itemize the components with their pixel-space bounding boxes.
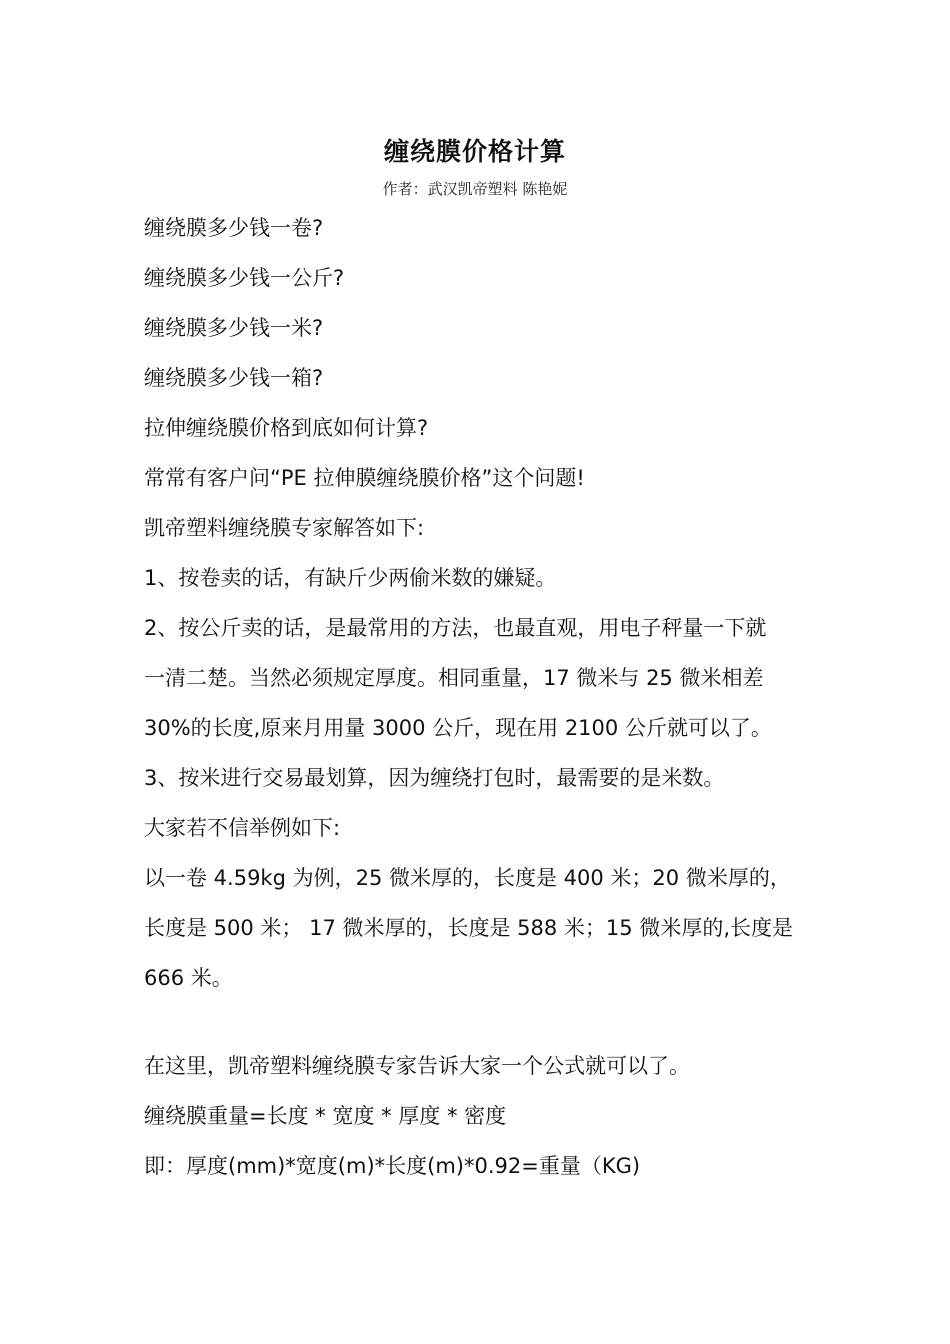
question-per-kg: 缠绕膜多少钱一公斤? — [144, 266, 345, 290]
point-2-line-1: 2、按公斤卖的话，是最常用的方法，也最直观，用电子秤量一下就 — [144, 616, 767, 640]
point-3: 3、按米进行交易最划算，因为缠绕打包时，最需要的是米数。 — [144, 766, 725, 790]
question-how-to-calculate: 拉伸缠绕膜价格到底如何计算? — [144, 416, 429, 440]
formula-intro: 在这里，凯帝塑料缠绕膜专家告诉大家一个公式就可以了。 — [144, 1054, 690, 1078]
point-2-line-3: 30%的长度,原来月用量 3000 公斤，现在用 2100 公斤就可以了。 — [144, 716, 772, 740]
example-line-3: 666 米。 — [144, 966, 233, 990]
question-per-roll: 缠绕膜多少钱一卷? — [144, 216, 324, 240]
example-line-1: 以一卷 4.59kg 为例，25 微米厚的，长度是 400 米；20 微米厚的， — [144, 866, 791, 890]
example-intro: 大家若不信举例如下: — [144, 816, 341, 840]
formula-weight: 缠绕膜重量=长度 * 宽度 * 厚度 * 密度 — [144, 1104, 507, 1128]
formula-units: 即：厚度(mm)*宽度(m)*长度(m)*0.92=重量（KG) — [144, 1154, 641, 1178]
customer-question-line: 常常有客户问“PE 拉伸膜缠绕膜价格”这个问题! — [144, 466, 585, 490]
question-per-meter: 缠绕膜多少钱一米? — [144, 316, 324, 340]
author-line: 作者：武汉凯帝塑料 陈艳妮 — [382, 180, 568, 198]
page-title: 缠绕膜价格计算 — [383, 137, 566, 166]
paragraph-gap — [144, 1003, 814, 1041]
point-1: 1、按卷卖的话，有缺斤少两偷米数的嫌疑。 — [144, 566, 557, 590]
example-line-2: 长度是 500 米； 17 微米厚的，长度是 588 米；15 微米厚的,长度是 — [144, 916, 794, 940]
document-body — [144, 203, 814, 1191]
question-per-box: 缠绕膜多少钱一箱? — [144, 366, 324, 390]
expert-answer-intro: 凯帝塑料缠绕膜专家解答如下: — [144, 516, 425, 540]
point-2-line-2: 一清二楚。当然必须规定厚度。相同重量，17 微米与 25 微米相差 — [144, 666, 764, 690]
